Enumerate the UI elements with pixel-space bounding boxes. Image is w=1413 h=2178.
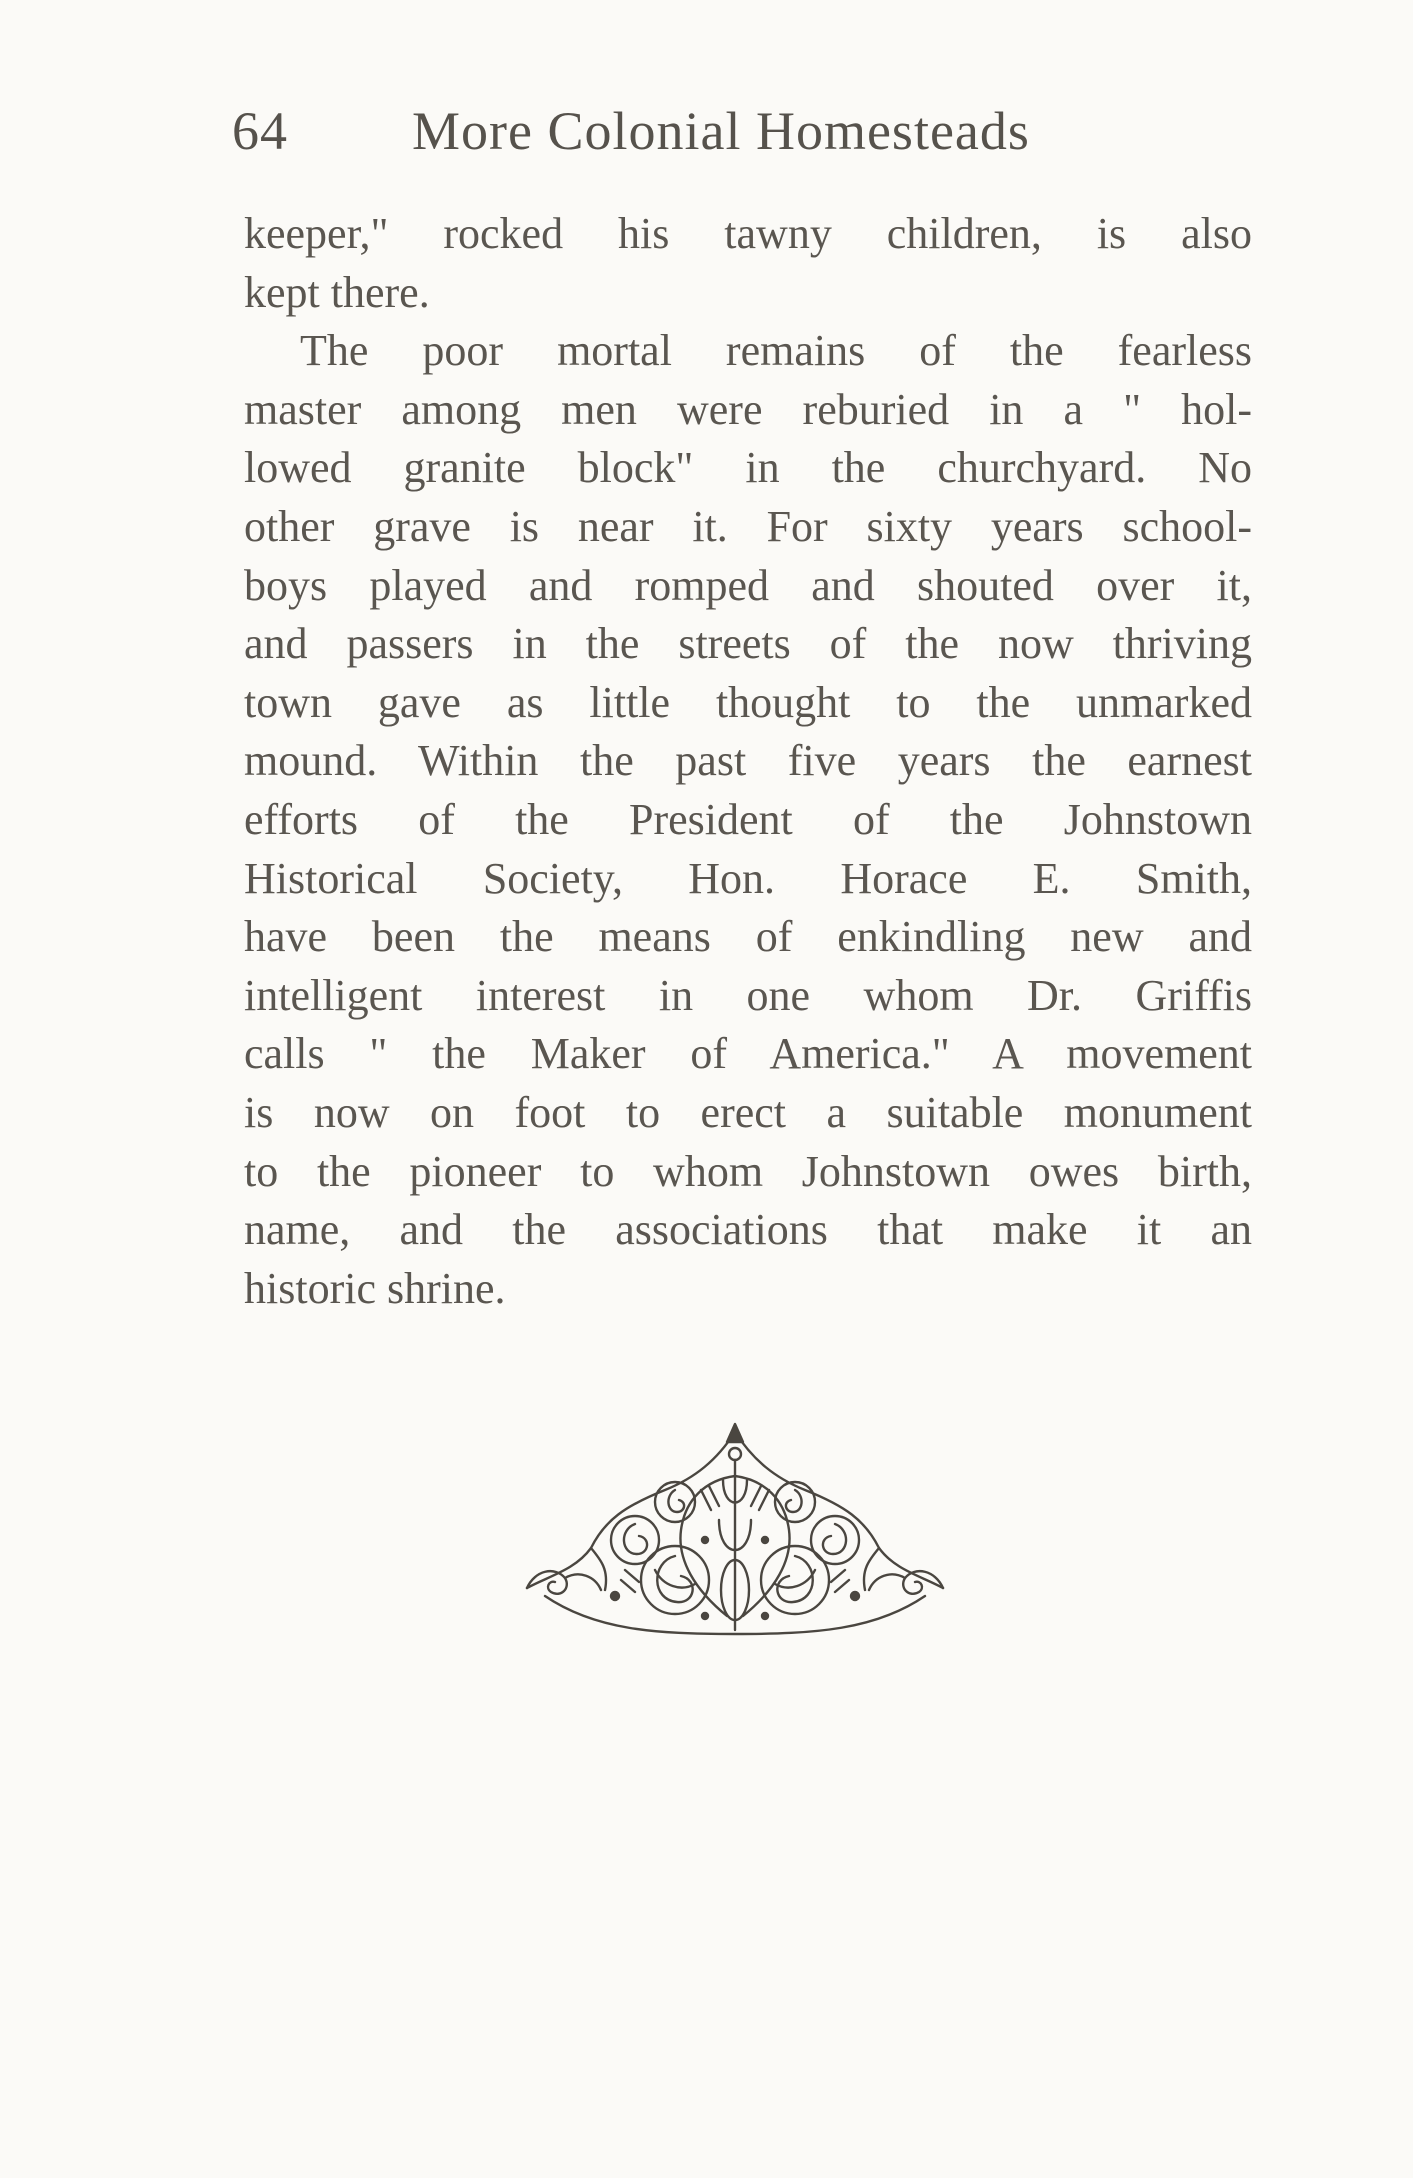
paragraph-2-line-14: is now on foot to erect a suitable monument bbox=[244, 1087, 1252, 1137]
body-text bbox=[244, 205, 1252, 1318]
paragraph-2-line-3: lowed granite block" in the churchyard. No bbox=[244, 443, 1252, 493]
paragraph-1-line-2: kept there. bbox=[244, 267, 430, 317]
paragraph-2-line-6: and passers in the streets of the now thriving bbox=[244, 619, 1252, 669]
paragraph-2-line-17: historic shrine. bbox=[244, 1263, 506, 1313]
paragraph-1-line-1: keeper," rocked his tawny children, is also bbox=[244, 209, 1252, 258]
paragraph-2-line-8: mound. Within the past five years the earnest bbox=[244, 736, 1252, 786]
paragraph-2-line-5: boys played and romped and shouted over it, bbox=[244, 560, 1252, 610]
paragraph-2-line-11: have been the means of enkindling new and bbox=[244, 912, 1252, 962]
paragraph-2-line-16: name, and the associations that make it an bbox=[244, 1205, 1252, 1255]
paragraph-2-line-9: efforts of the President of the Johnstown bbox=[244, 794, 1252, 844]
running-head bbox=[232, 100, 1232, 170]
floral-tailpiece-ornament-icon bbox=[505, 1420, 965, 1650]
running-title: More Colonial Homesteads bbox=[412, 101, 1030, 161]
paragraph-2-line-15: to the pioneer to whom Johnstown owes birth, bbox=[244, 1146, 1252, 1196]
page-number: 64 bbox=[232, 101, 288, 161]
paragraph-2-line-12: intelligent interest in one whom Dr. Griffis bbox=[244, 970, 1252, 1020]
paragraph-2-line-1: The poor mortal remains of the fearless bbox=[300, 326, 1252, 376]
paragraph-2-line-4: other grave is near it. For sixty years school- bbox=[244, 501, 1252, 551]
paragraph-2-line-10: Historical Society, Hon. Horace E. Smith, bbox=[244, 853, 1252, 903]
paragraph-2-line-7: town gave as little thought to the unmarked bbox=[244, 677, 1252, 727]
paragraph-2-line-2: master among men were reburied in a " hol- bbox=[244, 384, 1252, 434]
paragraph-2-line-13: calls " the Maker of America." A movement bbox=[244, 1029, 1252, 1079]
